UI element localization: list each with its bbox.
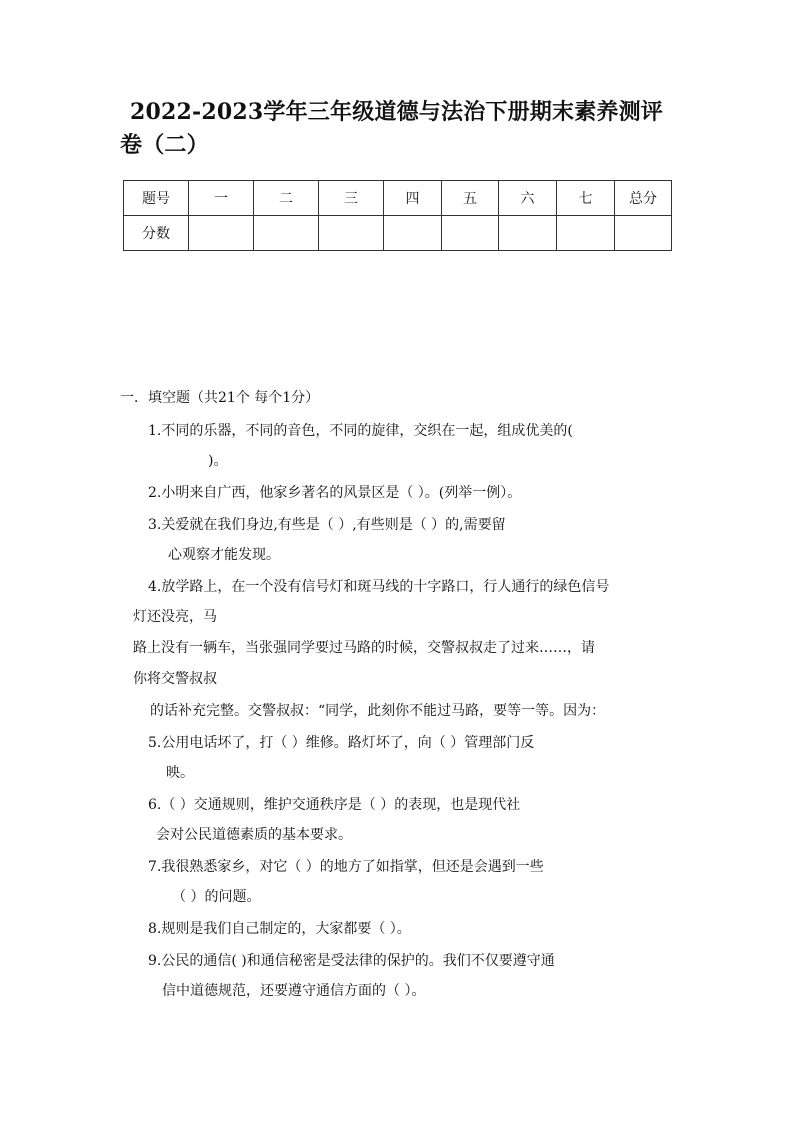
score-table-header-cell: 四: [384, 181, 442, 216]
score-table-score-row: [124, 216, 672, 251]
score-table-header-cell: 二: [254, 181, 319, 216]
document-title: [120, 96, 680, 162]
question-4-line-3: 路上没有一辆车，当张强同学要过马路的时候，交警叔叔走了过来……，请: [133, 640, 595, 656]
score-table-header-cell: 六: [499, 181, 557, 216]
score-table-header-row: [124, 181, 672, 216]
question-6-line-1: 6.（ ）交通规则，维护交通秩序是（ ）的表现，也是现代社: [148, 797, 521, 813]
score-cell[interactable]: [254, 216, 319, 251]
score-cell[interactable]: [384, 216, 442, 251]
question-9-line-1: 9.公民的通信( )和通信秘密是受法律的保护的。我们不仅要遵守通: [148, 953, 555, 969]
score-table-row-label: 分数: [124, 216, 189, 251]
section-heading: 一．填空题（共21个 每个1分）: [120, 390, 320, 406]
question-2-line-1: 2.小明来自广西，他家乡著名的风景区是（ ）。(列举一例）。: [148, 485, 522, 501]
score-table-header-cell: 七: [557, 181, 615, 216]
score-cell[interactable]: [499, 216, 557, 251]
score-table-header-cell: 总分: [615, 181, 672, 216]
question-1-line-1: 1.不同的乐器，不同的音色，不同的旋律，交织在一起，组成优美的(: [148, 423, 573, 439]
title-line-1: 2022-2023学年三年级道德与法治下册期末素养测评: [130, 99, 663, 125]
score-cell[interactable]: [615, 216, 672, 251]
score-cell[interactable]: [442, 216, 499, 251]
question-7-line-1: 7.我很熟悉家乡，对它（ ）的地方了如指掌，但还是会遇到一些: [148, 859, 544, 875]
question-6-line-2: 会对公民道德素质的基本要求。: [156, 827, 352, 843]
question-7-line-2: （ ）的问题。: [172, 889, 261, 905]
question-4-line-1: 4.放学路上，在一个没有信号灯和斑马线的十字路口，行人通行的绿色信号: [148, 579, 610, 595]
score-cell[interactable]: [557, 216, 615, 251]
question-5-line-2: 映。: [166, 765, 194, 781]
score-table-header-cell: 题号: [124, 181, 189, 216]
question-5-line-1: 5.公用电话坏了，打（ ）维修。路灯坏了，向（ ）管理部门反: [148, 735, 535, 751]
score-table-header-cell: 一: [189, 181, 254, 216]
question-1-line-2: )。: [208, 453, 228, 469]
score-cell[interactable]: [189, 216, 254, 251]
question-4-line-4: 你将交警叔叔: [133, 671, 217, 687]
question-4-line-5: 的话补充完整。交警叔叔：“同学，此刻你不能过马路，要等一等。因为：: [150, 703, 606, 719]
question-4-line-2: 灯还没亮，马: [133, 609, 217, 625]
question-8-line-1: 8.规则是我们自己制定的，大家都要（ ）。: [148, 921, 411, 937]
score-table-header-cell: 三: [319, 181, 384, 216]
score-table: [123, 180, 672, 251]
question-3-line-1: 3.关爱就在我们身边,有些是（ ）,有些则是（ ）的,需要留: [148, 517, 506, 533]
question-3-line-2: 心观察才能发现。: [168, 547, 280, 563]
score-cell[interactable]: [319, 216, 384, 251]
score-table-header-cell: 五: [442, 181, 499, 216]
question-9-line-2: 信中道德规范，还要遵守通信方面的（ ）。: [162, 983, 426, 999]
title-line-2: 卷（二）: [120, 132, 209, 158]
